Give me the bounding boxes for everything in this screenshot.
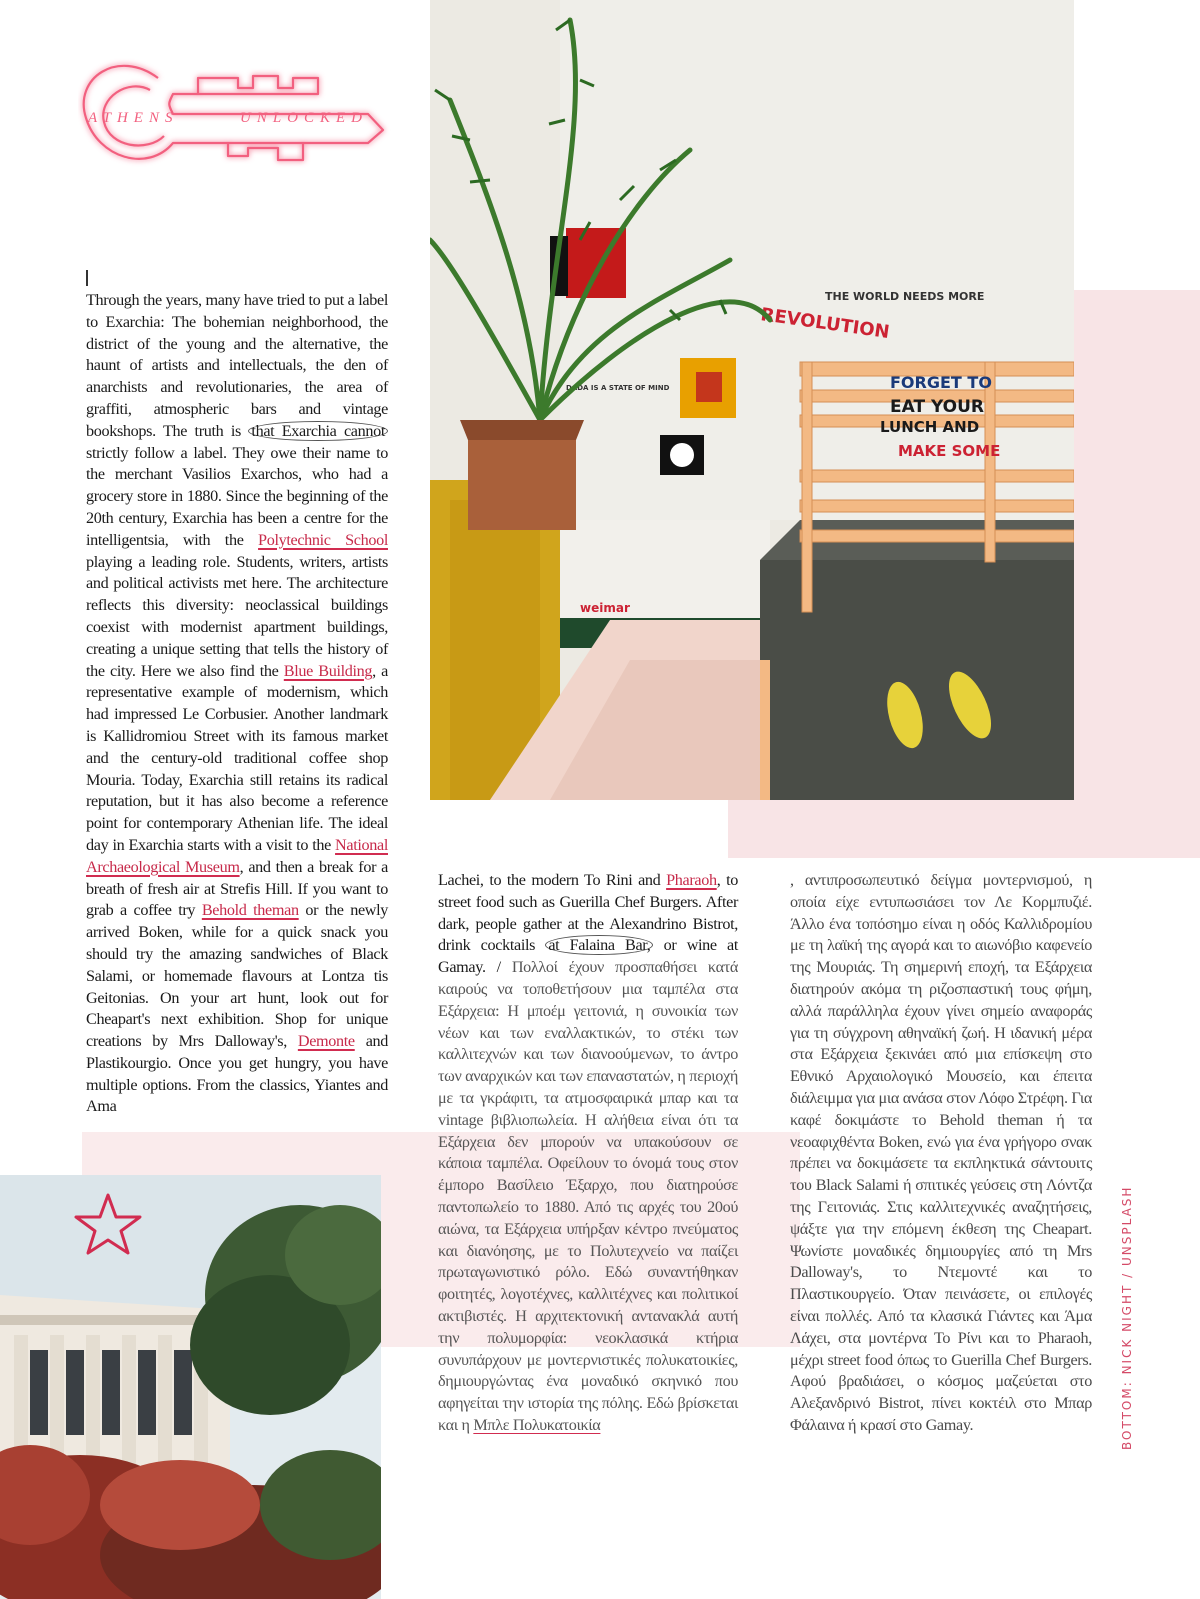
link-demonte[interactable]: Demonte [297,1032,355,1051]
logo-word-unlocked: UNLOCKED [240,110,369,126]
mural-make-some: MAKE SOME [898,442,1001,460]
annotated-phrase: that Exarchia cannot [248,421,388,441]
mural-revolution: REVOLUTION [759,304,891,344]
link-polytechnic-school[interactable]: Polytechnic School [258,530,388,549]
mural-room-photo [430,0,1074,800]
mural-world: THE WORLD NEEDS MORE [825,290,985,303]
link-blue-building[interactable]: Blue Building [283,661,373,680]
annotated-falaina-bar: at Falaina Bar, [545,935,653,955]
mural-weimar: weimar [580,601,630,615]
neoclassical-building-photo [0,1175,381,1599]
mural-lunch: LUNCH AND [880,418,980,436]
text-cursor-mark [86,270,88,286]
mural-dada: DADA IS A STATE OF MIND [566,384,670,392]
mural-eat-your: EAT YOUR [890,397,985,417]
athens-unlocked-logo [78,48,398,184]
middle-column-text: Lachei, to the modern To Rini and Pharaoh, to street food such as Guerilla Chef Burgers. After dark, people gather at the Alexandrino Bistrot, drink cocktails at Falaina Bar, or wine at Gamay. / Πολλοί έχουν προσπαθήσει κατά καιρούς να τοποθετήσουν μια ταμπέλα στα Εξάρχεια: Η μποέμ γειτονιά, η συνοικία των νέων και των εναλλακτικών, το στέκι των καλλιτεχνών και των διανοούμενων, το άντρο των αναρχικών και των επαναστατών, η περιοχή με τα γκράφιτι, τα ατμοσφαιρικά μπαρ και τα vintage βιβλιοπωλεία. Η αλήθεια είναι ότι τα Εξάρχεια δεν μπορούν να υπακούσουν σε κάποια ταμπέλα. Οφείλουν το όνομά τους στον έμπορο Βασίλειο Έξαρχο, που διατηρούσε παντοπωλείο το 1880. Από τις αρχές του 20ού αιώνα, τα Εξάρχεια υπήρξαν κέντρο πνεύματος και διανόησης, με το Πολυτεχνείο να παίζει πρωταγωνιστικό ρόλο. Εδώ συναντήθηκαν φοιτητές, λογοτέχνες, καλλιτέχνες και πολιτικοί ακτιβιστές. Η αρχιτεκτονική αντανακλά αυτή την πολυμορφία: νεοκλασικά κτήρια συνυπάρχουν με μοντερνιστικές πολυκατοικίες, δημιουργώντας ένα μοναδικό σκηνικό που αφηγείται την ιστορία της πόλης. Εδώ βρίσκεται και η Μπλε Πολυκατοικία [438,871,739,1434]
logo-word-athens: ATHENS [88,110,179,126]
link-behold-theman[interactable]: Behold theman [201,901,299,920]
english-article-text: Through the years, many have tried to put a label to Exarchia: The bohemian neighborhood, the district of the young and the alternative, the haunt of artists and intellectuals, the den of anarchists and revolutionaries, the area of graffiti, atmospheric bars and vintage bookshops. The truth is that Exarchia cannot strictly follow a label. They owe their name to the merchant Vasilios Exarchos, who had a grocery store in 1880. Since the beginning of the 20th century, Exarchia has been a centre for the intelligentsia, with the Polytechnic School playing a leading role. Students, writers, artists and political activists met here. The architecture reflects this diversity: neoclassical buildings coexist with modernist apartment buildings, creating a unique setting that tells the history of the city. Here we also find the Blue Building, a representative example of modernism, which had impressed Le Corbusier. Another landmark is Kallidromiou Street with its famous market and the century-old traditional coffee shop Mouria. Today, Exarchia still retains its radical reputation, but it has also become a reference point for contemporary Athenian life. The ideal day in Exarchia starts with a visit to the National Archaeological Museum, and then a break for a breath of fresh air at Strefis Hill. If you want to grab a coffee try Behold theman or the newly arrived Boken, while for a quick snack you should try the amazing sandwiches of Black Salami, or homemade flavours at Lontza tis Geitonias. On your art hunt, look out for Cheapart's next exhibition. Shop for unique creations by Mrs Dalloway's, Demonte and Plastikourgio. Once you get hungry, you have multiple options. From the classics, Yiantes and Ama [86,291,389,1116]
link-pharaoh[interactable]: Pharaoh [666,871,717,889]
mural-forget: FORGET TO [890,373,992,392]
photo-credit: BOTTOM: NICK NIGHT / UNSPLASH [1120,1185,1134,1450]
greek-blue-building: Μπλε Πολυκατοικία [473,1415,601,1434]
link-national-archaeological-museum[interactable]: National Archaeological Museum [86,835,388,876]
greek-article-text: , αντιπροσωπευτικό δείγμα μοντερνισμού, η οποία είχε εντυπωσιάσει τον Λε Κορμπυζιέ. Άλλο ένα τοπόσημο είναι η οδός Καλλιδρομίου με τη λαϊκή της αγορά και το αιωνόβιο καφενείο της Μουριάς. Τη σημερινή εποχή, τα Εξάρχεια διατηρούν ακόμα τη ριζοσπαστική τους φήμη, αλλά παράλληλα έχουν γίνει σημείο αναφοράς για τη σύγχρονη αθηναϊκή ζωή. Η ιδανική μέρα στα Εξάρχεια ξεκινάει από μια επίσκεψη στο Εθνικό Αρχαιολογικό Μουσείο, και έπειτα διάλειμμα για μια ανάσα στον Λόφο Στρέφη. Για καφέ δοκιμάστε το Behold theman ή τα νεοαφιχθέντα Boken, ενώ για ένα γρήγορο σνακ πρέπει να δοκιμάσετε τα εκπληκτικά σάντουιτς του Black Salami ή σπιτικές γεύσεις στη Λόντζα της Γειτονιάς. Στις καλλιτεχνικές αναζητήσεις, ψάξτε για την επόμενη έκθεση της Cheapart. Ψωνίστε μοναδικές δημιουργίες από τη Mrs Dalloway's, το Ντεμοντέ και το Πλαστικουργείο. Όταν πεινάσετε, οι επιλογές είναι πολλές. Από τα κλασικά Γιάντες και Άμα Λάχει, στα μοντέρνα Το Ρίνι και το Pharaoh, μέχρι street food όπως το Guerilla Chef Burgers. Αφού βραδιάσει, ο κόσμος μαζεύεται στο Αλεξανδρινό Bistrot, πίνει κοκτέιλ στο Μπαρ Φάλαινα ή κρασί στο Gamay. [790,871,1092,1434]
